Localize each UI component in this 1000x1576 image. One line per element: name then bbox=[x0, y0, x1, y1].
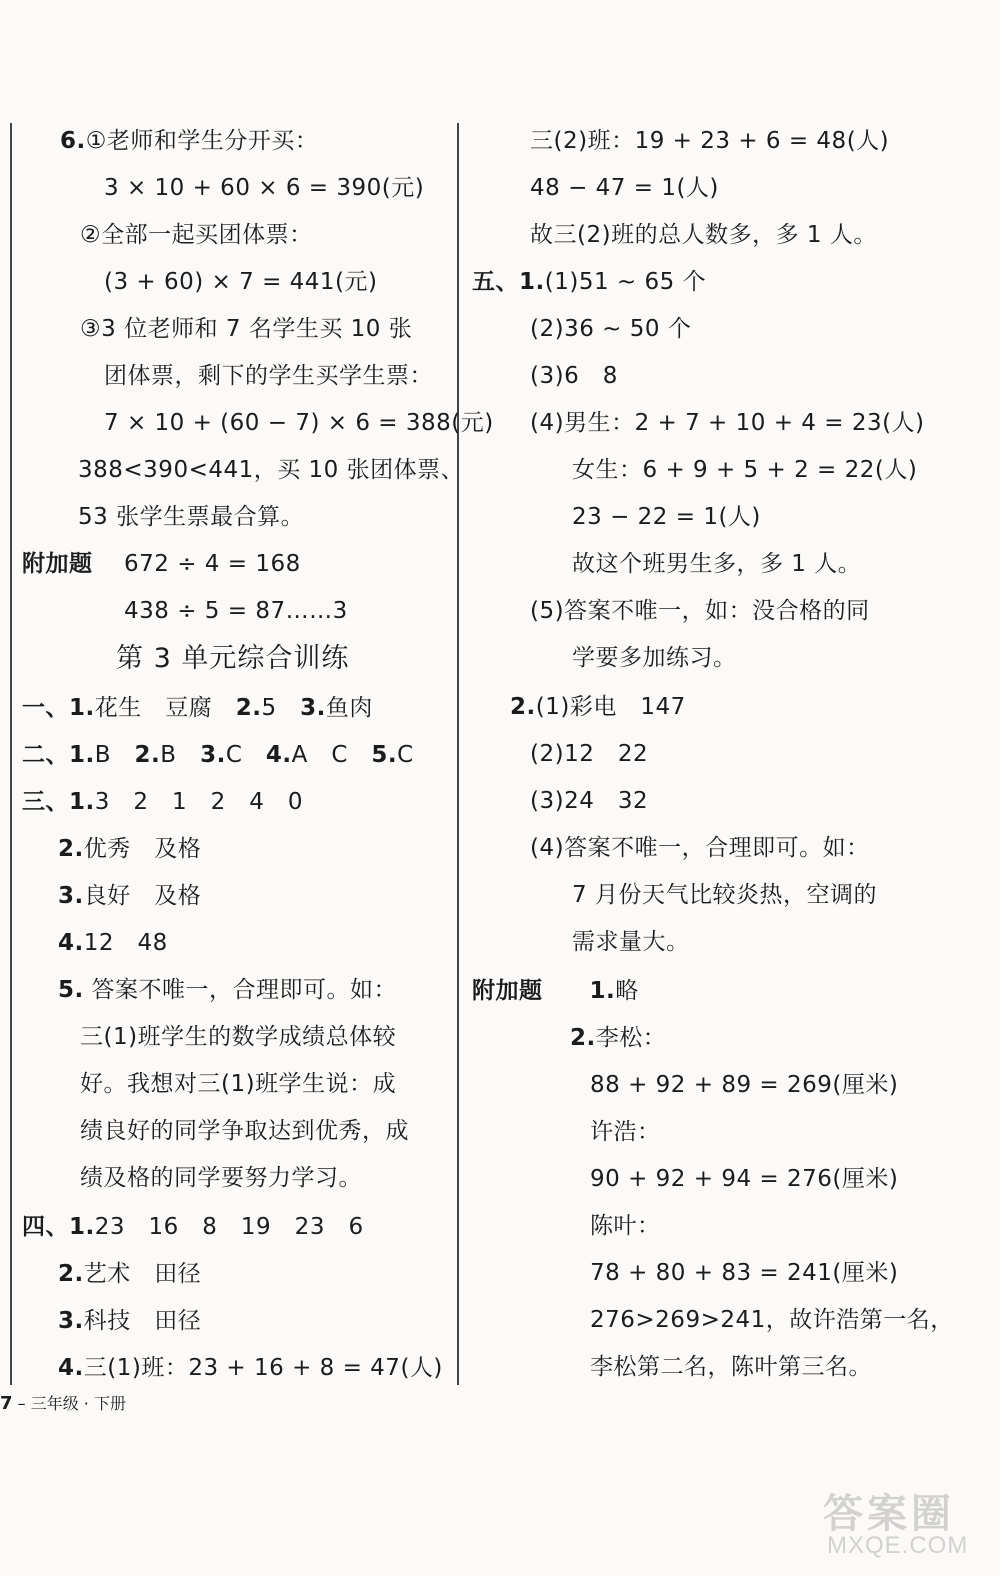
grade-label: 三年级 · 下册 bbox=[30, 1394, 126, 1413]
part4-q3: 3.科技 田径 bbox=[58, 1308, 202, 1334]
bonus-conclusion: 276>269>241，故许浩第一名， bbox=[590, 1307, 954, 1333]
part5-q1-4-conclusion: 故这个班男生多，多 1 人。 bbox=[572, 551, 862, 577]
part5-q2-4-cont-1: 7 月份天气比较炎热，空调的 bbox=[572, 882, 877, 908]
q6-calc-1: 3 × 10 + 60 × 6 = 390(元) bbox=[104, 175, 425, 201]
part3-q3: 3.良好 及格 bbox=[58, 883, 202, 909]
watermark-logo: 答案圈 bbox=[823, 1491, 955, 1537]
part4-q4: 4.三(1)班：23 + 16 + 8 = 47(人) bbox=[58, 1355, 443, 1381]
part5-q2-4-cont-2: 需求量大。 bbox=[572, 929, 690, 955]
page-footer: 7 – 三年级 · 下册 bbox=[0, 1393, 126, 1414]
part5-q2-2: (2)12 22 bbox=[530, 741, 649, 767]
q6-option-2: ②全部一起买团体票： bbox=[80, 222, 313, 248]
bonus-right: 附加题 1.略 bbox=[472, 978, 639, 1004]
left-margin-rule bbox=[10, 123, 12, 1385]
part3-q2: 2.优秀 及格 bbox=[58, 836, 202, 862]
part5-q1-4-girls: 女生：6 + 9 + 5 + 2 = 22(人) bbox=[572, 457, 918, 483]
part5-q2: 2.(1)彩电 147 bbox=[510, 694, 686, 720]
q6-conclusion-cont: 53 张学生票最合算。 bbox=[78, 504, 305, 530]
part3-q5-cont-4: 绩及格的同学要努力学习。 bbox=[80, 1165, 362, 1191]
part3-q5-cont-3: 绩良好的同学争取达到优秀，成 bbox=[80, 1118, 409, 1144]
bonus-xuhao-calc: 90 + 92 + 94 = 276(厘米) bbox=[590, 1166, 899, 1192]
watermark-url: MXQE.COM bbox=[827, 1532, 969, 1559]
q6-option-3: ③3 位老师和 7 名学生买 10 张 bbox=[80, 316, 413, 342]
part1-answers: 一、1.花生 豆腐 2.5 3.鱼肉 bbox=[22, 695, 373, 721]
bonus-chenye-label: 陈叶： bbox=[590, 1213, 661, 1239]
bonus-lisong-calc: 88 + 92 + 89 = 269(厘米) bbox=[590, 1072, 899, 1098]
part3-q4: 4.12 48 bbox=[58, 930, 168, 956]
bonus-chenye-calc: 78 + 80 + 83 = 241(厘米) bbox=[590, 1260, 899, 1286]
part2-answers: 二、1.B 2.B 3.C 4.A C 5.C bbox=[22, 742, 414, 768]
bonus-xuhao-label: 许浩： bbox=[590, 1119, 661, 1145]
q6-calc-3: 7 × 10 + (60 − 7) × 6 = 388(元) bbox=[104, 410, 494, 436]
q6-option-3-cont: 团体票，剩下的学生买学生票： bbox=[104, 363, 433, 389]
part3-q1: 三、1.3 2 1 2 4 0 bbox=[22, 789, 304, 815]
part5-q2-3: (3)24 32 bbox=[530, 788, 649, 814]
part4-q1: 四、1.23 16 8 19 23 6 bbox=[22, 1214, 364, 1240]
q6-line: 6.①老师和学生分开买： bbox=[60, 128, 319, 154]
part5-q1-4-diff: 23 − 22 = 1(人) bbox=[572, 504, 761, 530]
column-divider bbox=[457, 123, 459, 1385]
bonus-calc-1: 672 ÷ 4 = 168 bbox=[124, 551, 301, 577]
part3-q5: 5. 答案不唯一，合理即可。如： bbox=[58, 977, 398, 1003]
part5-q1-2: (2)36 ~ 50 个 bbox=[530, 316, 692, 342]
bonus-conclusion-cont: 李松第二名，陈叶第三名。 bbox=[590, 1354, 872, 1380]
part5-q1: 五、1.(1)51 ~ 65 个 bbox=[472, 269, 707, 295]
bonus-q2: 2.李松： bbox=[570, 1025, 667, 1051]
part5-q1-4: (4)男生：2 + 7 + 10 + 4 = 23(人) bbox=[530, 410, 925, 436]
q6-conclusion: 388<390<441，买 10 张团体票、 bbox=[78, 457, 465, 483]
watermark bbox=[815, 1482, 993, 1567]
part4-q2: 2.艺术 田径 bbox=[58, 1261, 202, 1287]
section-title: 第 3 单元综合训练 bbox=[116, 643, 350, 674]
part3-q5-cont-2: 好。我想对三(1)班学生说：成 bbox=[80, 1071, 397, 1097]
bonus-label-left: 附加题 bbox=[22, 551, 93, 577]
bonus-calc-2: 438 ÷ 5 = 87……3 bbox=[124, 598, 348, 624]
part5-q1-5-cont: 学要多加练习。 bbox=[572, 645, 737, 671]
part3-q5-cont-1: 三(1)班学生的数学成绩总体较 bbox=[80, 1024, 397, 1050]
part5-q1-5: (5)答案不唯一，如：没合格的同 bbox=[530, 598, 870, 624]
part5-q1-3: (3)6 8 bbox=[530, 363, 618, 389]
r-diff-calc: 48 − 47 = 1(人) bbox=[530, 175, 719, 201]
r-conclusion: 故三(2)班的总人数多，多 1 人。 bbox=[530, 222, 877, 248]
page-number: 7 bbox=[0, 1393, 13, 1414]
part5-q2-4: (4)答案不唯一，合理即可。如： bbox=[530, 835, 870, 861]
r-class2-total: 三(2)班：19 + 23 + 6 = 48(人) bbox=[530, 128, 890, 154]
q6-calc-2: (3 + 60) × 7 = 441(元) bbox=[104, 269, 378, 295]
